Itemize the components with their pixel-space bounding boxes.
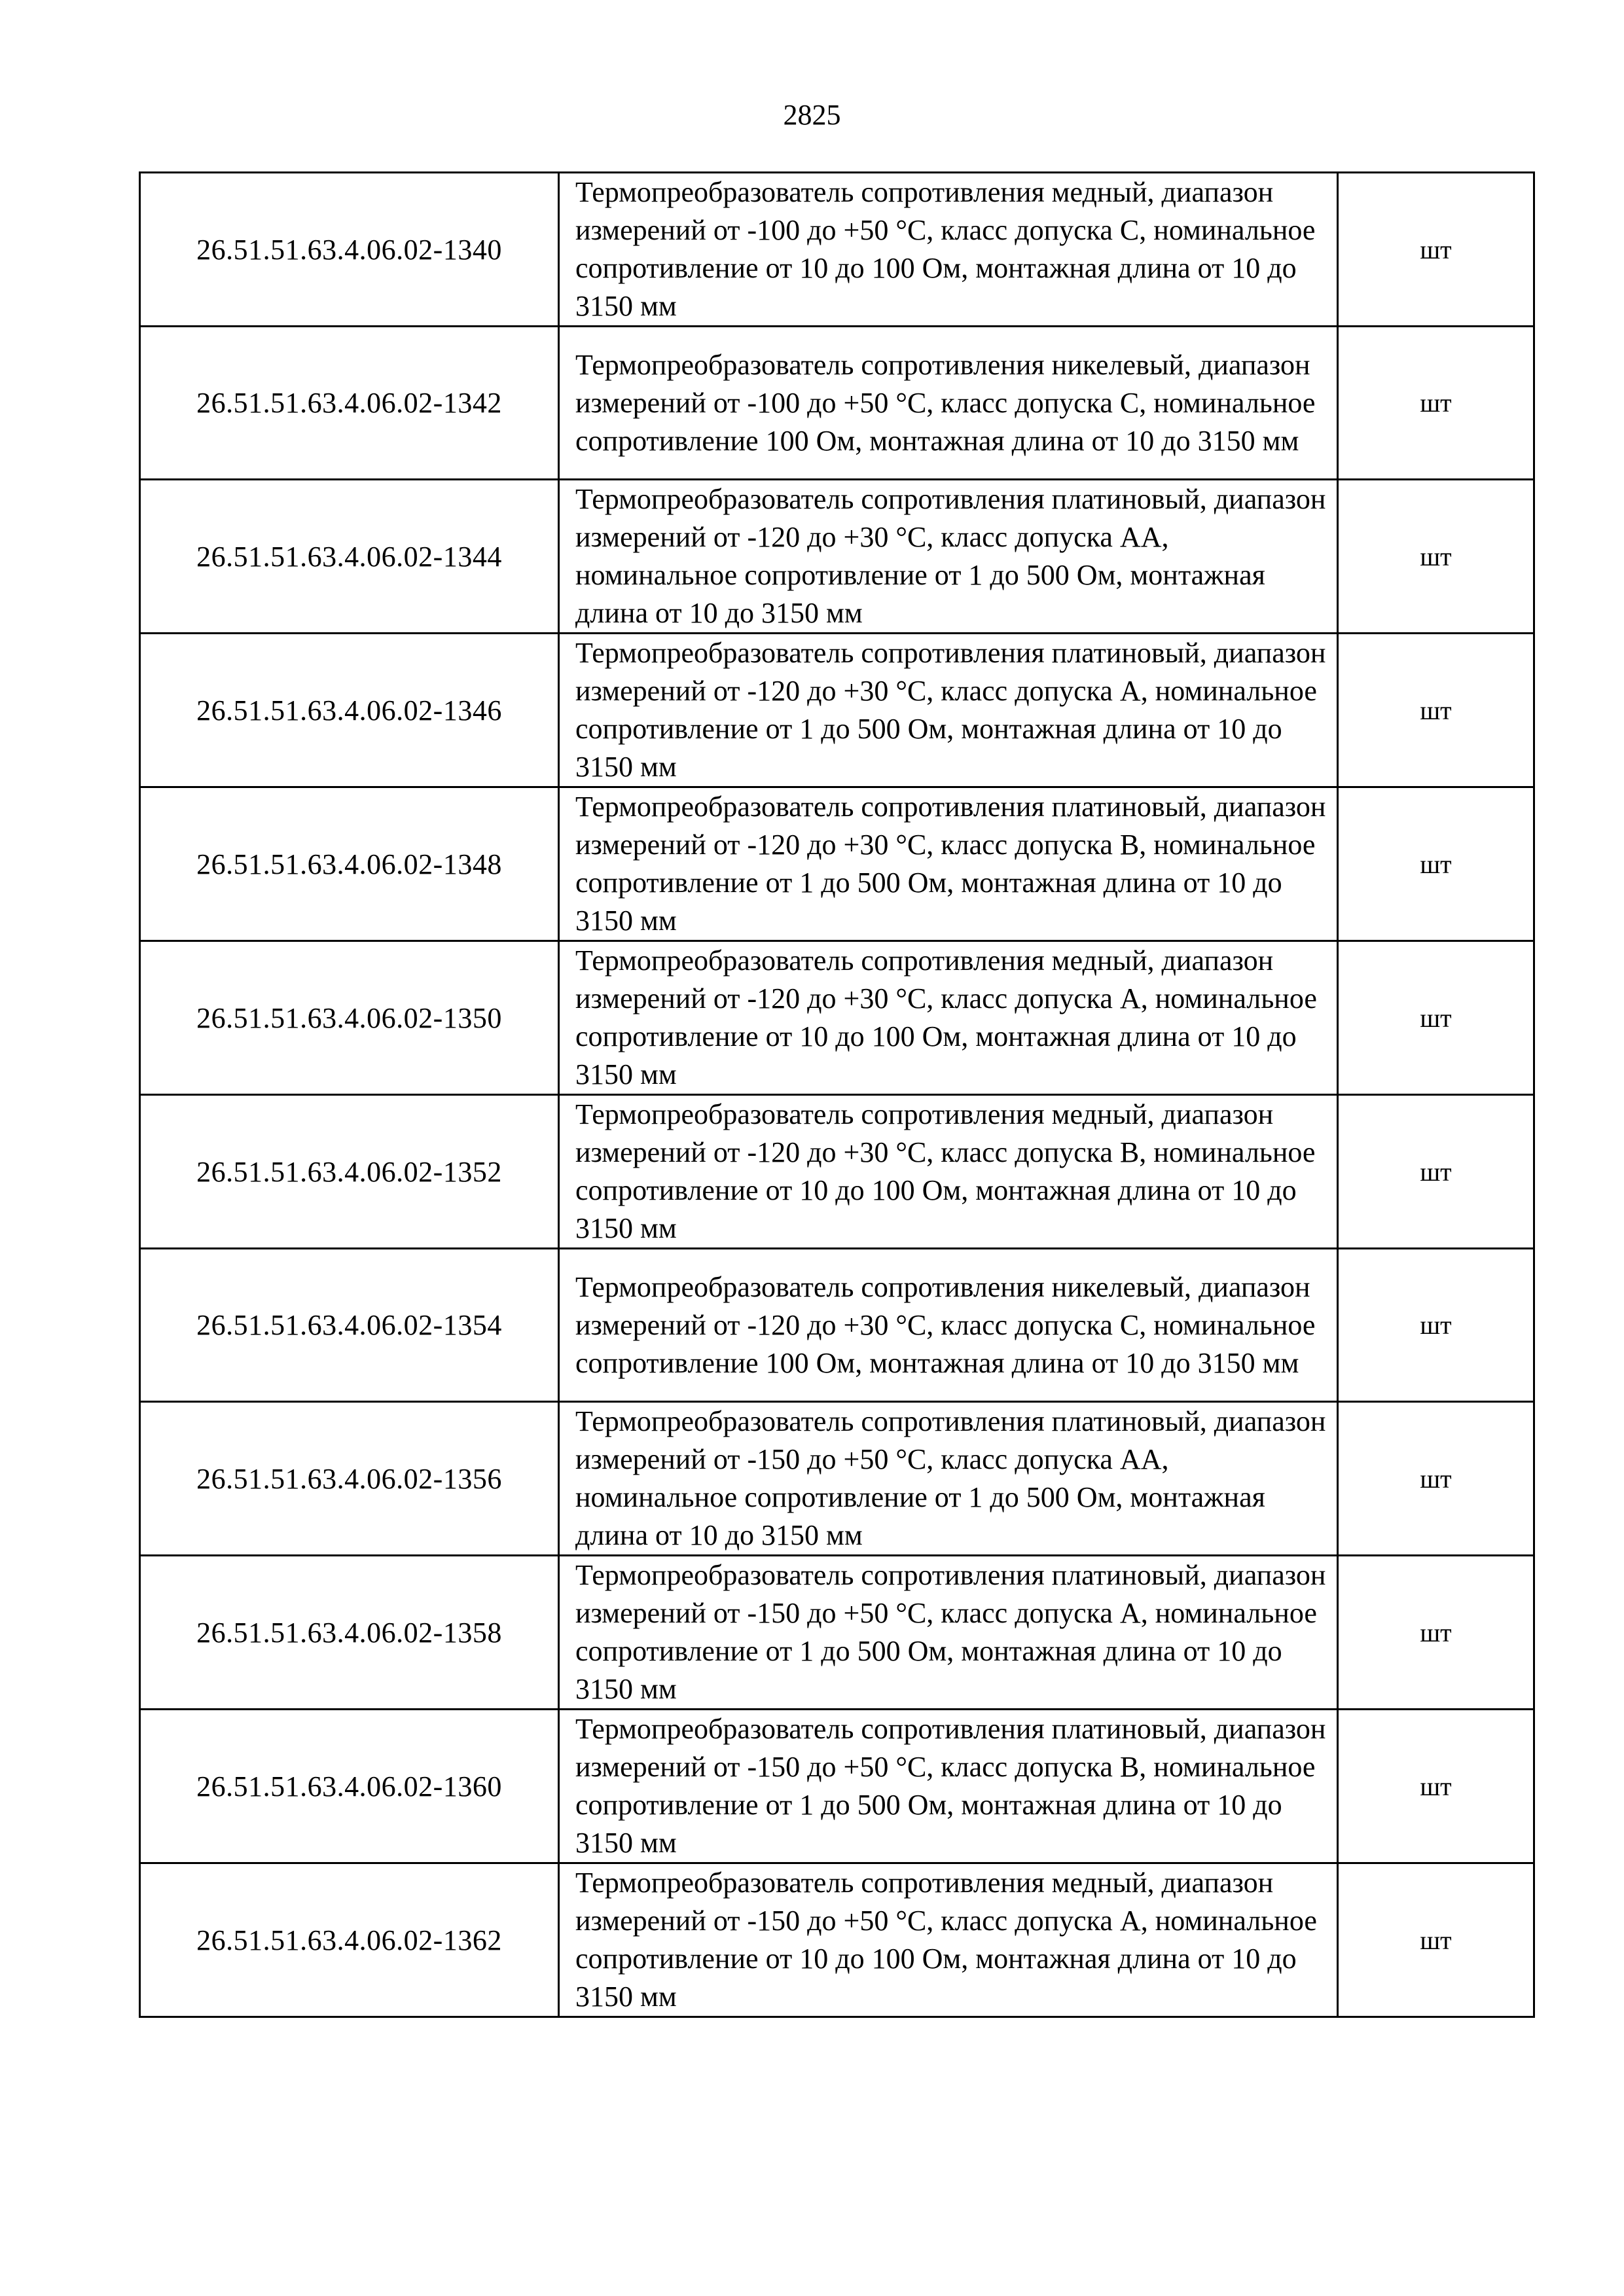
item-description: Термопреобразователь сопротивления платиновый, диапазон измерений от -150 до +50 °С, класс допуска В, номинальное сопротивление от 1 до 500 Ом, монтажная длина от 10 до 3150 мм (559, 1710, 1338, 1863)
item-description: Термопреобразователь сопротивления платиновый, диапазон измерений от -150 до +50 °С, класс допуска АА, номинальное сопротивление от 1 до 500 Ом, монтажная длина от 10 до 3150 мм (559, 1402, 1338, 1556)
table-row (140, 1402, 1534, 1556)
item-unit: шт (1338, 941, 1534, 1095)
table-row (140, 480, 1534, 634)
item-description: Термопреобразователь сопротивления никелевый, диапазон измерений от -120 до +30 °С, класс допуска С, номинальное сопротивление 100 Ом, монтажная длина от 10 до 3150 мм (559, 1249, 1338, 1402)
item-unit: шт (1338, 480, 1534, 634)
table-row (140, 173, 1534, 327)
table-row (140, 1249, 1534, 1402)
item-code: 26.51.51.63.4.06.02-1360 (140, 1710, 559, 1863)
item-description: Термопреобразователь сопротивления медный, диапазон измерений от -100 до +50 °С, класс допуска С, номинальное сопротивление от 10 до 100 Ом, монтажная длина от 10 до 3150 мм (559, 173, 1338, 327)
item-unit: шт (1338, 1402, 1534, 1556)
item-description: Термопреобразователь сопротивления платиновый, диапазон измерений от -120 до +30 °С, класс допуска В, номинальное сопротивление от 1 до 500 Ом, монтажная длина от 10 до 3150 мм (559, 787, 1338, 941)
item-code: 26.51.51.63.4.06.02-1342 (140, 327, 559, 480)
table-row (140, 1863, 1534, 2017)
item-description: Термопреобразователь сопротивления платиновый, диапазон измерений от -120 до +30 °С, класс допуска АА, номинальное сопротивление от 1 до 500 Ом, монтажная длина от 10 до 3150 мм (559, 480, 1338, 634)
item-code: 26.51.51.63.4.06.02-1356 (140, 1402, 559, 1556)
item-unit: шт (1338, 787, 1534, 941)
item-description: Термопреобразователь сопротивления платиновый, диапазон измерений от -150 до +50 °С, класс допуска А, номинальное сопротивление от 1 до 500 Ом, монтажная длина от 10 до 3150 мм (559, 1556, 1338, 1710)
table-row (140, 327, 1534, 480)
item-description: Термопреобразователь сопротивления никелевый, диапазон измерений от -100 до +50 °С, класс допуска С, номинальное сопротивление 100 Ом, монтажная длина от 10 до 3150 мм (559, 327, 1338, 480)
item-unit: шт (1338, 327, 1534, 480)
item-unit: шт (1338, 173, 1534, 327)
item-code: 26.51.51.63.4.06.02-1346 (140, 634, 559, 787)
item-description: Термопреобразователь сопротивления медный, диапазон измерений от -120 до +30 °С, класс допуска А, номинальное сопротивление от 10 до 100 Ом, монтажная длина от 10 до 3150 мм (559, 941, 1338, 1095)
item-code: 26.51.51.63.4.06.02-1352 (140, 1095, 559, 1249)
table-row (140, 1095, 1534, 1249)
item-code: 26.51.51.63.4.06.02-1362 (140, 1863, 559, 2017)
item-unit: шт (1338, 1863, 1534, 2017)
item-unit: шт (1338, 634, 1534, 787)
item-unit: шт (1338, 1710, 1534, 1863)
item-unit: шт (1338, 1095, 1534, 1249)
table-row (140, 787, 1534, 941)
item-code: 26.51.51.63.4.06.02-1350 (140, 941, 559, 1095)
item-code: 26.51.51.63.4.06.02-1348 (140, 787, 559, 941)
page-number: 2825 (783, 99, 841, 131)
item-description: Термопреобразователь сопротивления платиновый, диапазон измерений от -120 до +30 °С, класс допуска А, номинальное сопротивление от 1 до 500 Ом, монтажная длина от 10 до 3150 мм (559, 634, 1338, 787)
item-code: 26.51.51.63.4.06.02-1340 (140, 173, 559, 327)
table-row (140, 1556, 1534, 1710)
item-code: 26.51.51.63.4.06.02-1344 (140, 480, 559, 634)
table-row (140, 634, 1534, 787)
item-code: 26.51.51.63.4.06.02-1354 (140, 1249, 559, 1402)
item-code: 26.51.51.63.4.06.02-1358 (140, 1556, 559, 1710)
table-row (140, 941, 1534, 1095)
item-unit: шт (1338, 1249, 1534, 1402)
item-description: Термопреобразователь сопротивления медный, диапазон измерений от -150 до +50 °С, класс допуска А, номинальное сопротивление от 10 до 100 Ом, монтажная длина от 10 до 3150 мм (559, 1863, 1338, 2017)
item-unit: шт (1338, 1556, 1534, 1710)
items-table (139, 171, 1535, 2018)
table-row (140, 1710, 1534, 1863)
item-description: Термопреобразователь сопротивления медный, диапазон измерений от -120 до +30 °С, класс допуска В, номинальное сопротивление от 10 до 100 Ом, монтажная длина от 10 до 3150 мм (559, 1095, 1338, 1249)
